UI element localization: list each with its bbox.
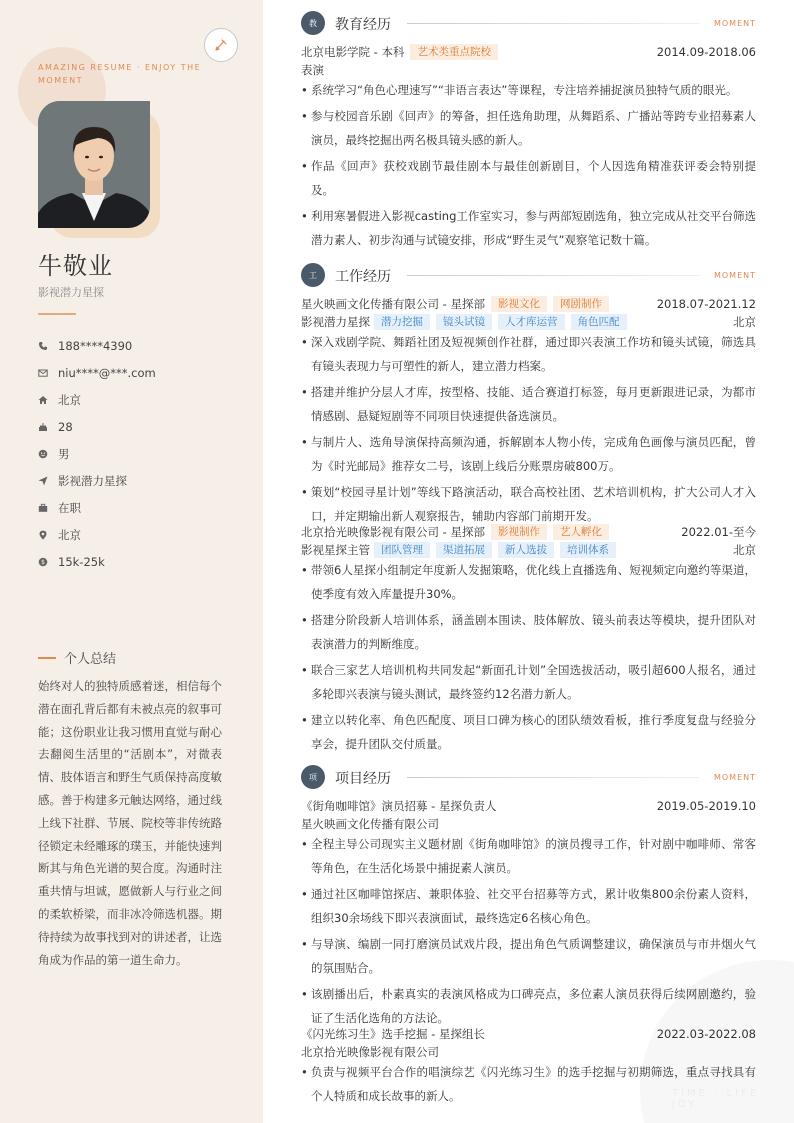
list-item: • 系统学习“角色心理速写”“非语言表达”等课程，专注培养捕捉演员独特气质的眼光。	[301, 78, 756, 102]
watermark: TIME · LIFE · JOY	[672, 1088, 772, 1110]
project-bullets	[301, 1060, 756, 1110]
avatar	[38, 101, 150, 228]
project-row	[301, 1025, 756, 1043]
face-icon	[38, 449, 58, 459]
project-row	[301, 797, 756, 815]
pen-icon	[204, 28, 238, 62]
school-tag: 艺术类重点院校	[410, 44, 498, 60]
summary-text: 始终对人的独特质感着迷，相信每个潜在面孔背后都有未被点亮的叙事可能；这份职业让我习惯用直觉与耐心去翻阅生活里的“活剧本”，对微表情、肢体语言和野生气质保持高度敏感。善于构建多元触达网络，通过线上线下社群、节展、院校等非传统路径锁定未经雕琢的璞玉，并能快速判断其与角色光谱的契合度。沟通时注重共情与坦诚，愿做新人与行业之间的柔软桥梁，而非冰冷筛选机器。期待持续为故事找到对的讲述者，让选角成为作品的第一道生命力。	[38, 679, 222, 967]
moment-label: MOMENT	[713, 271, 756, 280]
job-city: 北京	[733, 543, 756, 557]
section-projects-header	[301, 765, 756, 789]
list-item: • 全程主导公司现实主义题材剧《街角咖啡馆》的演员搜寻工作，针对剧中咖啡师、常客等角色，在生活化场景中捕捉素人演员。	[301, 832, 756, 880]
project-name: 《闪光练习生》选手挖掘 - 星探组长	[301, 1027, 485, 1041]
contact-location	[38, 521, 156, 548]
moment-label: MOMENT	[713, 19, 756, 28]
briefcase-icon	[38, 503, 58, 513]
industry-tag: 网剧制作	[553, 296, 609, 312]
section-title: 项目经历	[335, 771, 391, 787]
list-item: • 通过社区咖啡馆探店、兼职体验、社交平台招募等方式，累计收集800余份素人资料，组织30余场线下即兴表演面试，最终选定6名核心角色。	[301, 882, 756, 930]
home-icon	[38, 395, 58, 405]
list-item: • 搭建分阶段新人培训体系，涵盖剧本围读、肢体解放、镜头前表达等模块，提升团队对表演潜力的判断维度。	[301, 608, 756, 656]
send-icon	[38, 476, 58, 486]
list-item: • 联合三家艺人培训机构共同发起“新面孔计划”全国选拔活动，吸引超600人报名，通过多轮即兴表演与镜头测试，最终签约12名潜力新人。	[301, 658, 756, 706]
skill-tag: 团队管理	[374, 542, 430, 558]
project-org-row	[301, 1043, 756, 1061]
divider	[38, 313, 76, 315]
contact-age	[38, 413, 156, 440]
phone-icon	[38, 341, 58, 351]
position: 影视潜力星探	[301, 315, 370, 329]
job-date: 2022.01-至今	[681, 525, 756, 539]
list-item: • 负责与视频平台合作的唱演综艺《闪光练习生》的选手挖掘与初期筛选，重点寻找具有个人特质和成长故事的新人。	[301, 1060, 756, 1108]
education-date: 2014.09-2018.06	[656, 45, 756, 59]
contact-status	[38, 494, 156, 521]
contact-target	[38, 467, 156, 494]
list-item: • 与制片人、选角导演保持高频沟通，拆解剧本人物小传，完成角色画像与演员匹配，曾为《时光邮局》推荐女二号，该剧上线后分账票房破800万。	[301, 430, 756, 478]
contact-list	[38, 332, 156, 575]
contact-email	[38, 359, 156, 386]
major: 表演	[301, 63, 324, 77]
contact-salary	[38, 548, 156, 575]
contact-text: 北京	[58, 527, 81, 542]
position: 影视星探主管	[301, 543, 370, 557]
project-name: 《街角咖啡馆》演员招募 - 星探负责人	[301, 799, 497, 813]
company-name: 星火映画文化传播有限公司 - 星探部	[301, 297, 485, 311]
summary-heading	[38, 648, 116, 667]
education-row	[301, 43, 756, 61]
industry-tag: 影视制作	[491, 524, 547, 540]
moment-label: MOMENT	[713, 773, 756, 782]
list-item: • 该剧播出后，朴素真实的表演风格成为口碑亮点，多位素人演员获得后续网剧邀约，验证了生活化选角的方法论。	[301, 982, 756, 1030]
list-item: • 带领6人星探小组制定年度新人发掘策略，优化线上直播选角、短视频定向邀约等渠道，使季度有效入库量提升30%。	[301, 558, 756, 606]
contact-text: 男	[58, 446, 70, 461]
section-badge: 工	[301, 263, 325, 287]
section-line	[407, 23, 700, 24]
education-major-row	[301, 61, 756, 79]
skill-tag: 培训体系	[560, 542, 616, 558]
skill-tag: 角色匹配	[571, 314, 627, 330]
contact-phone	[38, 332, 156, 359]
list-item: • 搭建并维护分层人才库，按型格、技能、适合赛道打标签，每月更新跟进记录，为都市情感剧、悬疑短剧等不同项目快速提供备选演员。	[301, 380, 756, 428]
job-row	[301, 295, 756, 313]
summary-title: 个人总结	[64, 652, 117, 667]
section-title: 工作经历	[335, 269, 391, 285]
list-item: • 建立以转化率、角色匹配度、项目口碑为核心的团队绩效看板，推行季度复盘与经验分享会，提升团队交付质量。	[301, 708, 756, 756]
school-name: 北京电影学院 - 本科	[301, 45, 405, 59]
company-name: 北京拾光映像影视有限公司 - 星探部	[301, 525, 485, 539]
person-role: 影视潜力星探	[38, 286, 104, 299]
svg-text:$: $	[41, 558, 45, 566]
slogan: AMAZING RESUME · ENJOY THE MOMENT	[38, 63, 202, 85]
project-org: 北京拾光映像影视有限公司	[301, 1045, 439, 1059]
list-item: • 利用寒暑假进入影视casting工作室实习，参与两部短剧选角，独立完成从社交平台筛选潜力素人、初步沟通与试镜安排，形成“野生灵气”观察笔记数十篇。	[301, 204, 756, 252]
project-org: 星火映画文化传播有限公司	[301, 817, 439, 831]
section-line	[407, 275, 700, 276]
contact-text: 在职	[58, 500, 81, 515]
job-position-row	[301, 313, 756, 331]
job-row	[301, 523, 756, 541]
list-item: • 策划“校园寻星计划”等线下路演活动，联合高校社团、艺术培训机构，扩大公司人才入口，并定期输出新人观察报告，辅助内容部门前期开发。	[301, 480, 756, 528]
list-item: • 与导演、编剧一同打磨演员试戏片段，提出角色气质调整建议，确保演员与市井烟火气的氛围贴合。	[301, 932, 756, 980]
industry-tag: 艺人孵化	[553, 524, 609, 540]
skill-tag: 渠道拓展	[436, 542, 492, 558]
contact-text: 188****4390	[58, 338, 133, 353]
project-date: 2022.03-2022.08	[656, 1027, 756, 1041]
project-org-row	[301, 815, 756, 833]
salary-icon	[38, 557, 58, 567]
contact-text: 28	[58, 419, 73, 434]
job-bullets	[301, 558, 756, 758]
section-title: 教育经历	[335, 17, 391, 33]
list-item: • 作品《回声》获校戏剧节最佳剧本与最佳创新剧目，个人因选角精准获评委会特别提及。	[301, 154, 756, 202]
project-date: 2019.05-2019.10	[656, 799, 756, 813]
skill-tag: 新人选拔	[498, 542, 554, 558]
education-bullets	[301, 78, 756, 254]
contact-text: 北京	[58, 392, 81, 407]
section-badge: 教	[301, 11, 325, 35]
list-item: • 参与校园音乐剧《回声》的筹备，担任选角助理，从舞蹈系、广播站等跨专业招募素人演员，最终挖掘出两名极具镜头感的新人。	[301, 104, 756, 152]
contact-text: 影视潜力星探	[58, 473, 127, 488]
cake-icon	[38, 422, 58, 432]
person-name: 牛敬业	[38, 252, 113, 280]
industry-tag: 影视文化	[491, 296, 547, 312]
contact-gender	[38, 440, 156, 467]
section-education-header	[301, 11, 756, 35]
job-date: 2018.07-2021.12	[656, 297, 756, 311]
contact-home	[38, 386, 156, 413]
section-badge: 项	[301, 765, 325, 789]
heading-dash	[38, 657, 56, 659]
list-item: • 深入戏剧学院、舞蹈社团及短视频创作社群，通过即兴表演工作坊和镜头试镜，筛选具有镜头表现力与可塑性的新人，建立潜力档案。	[301, 330, 756, 378]
contact-text: 15k-25k	[58, 554, 105, 569]
project-bullets	[301, 832, 756, 1032]
mail-icon	[38, 368, 58, 378]
location-icon	[38, 530, 58, 540]
skill-tag: 人才库运营	[498, 314, 565, 330]
section-line	[407, 777, 700, 778]
job-position-row	[301, 541, 756, 559]
contact-text: niu****@***.com	[58, 365, 156, 380]
job-bullets	[301, 330, 756, 530]
sidebar	[0, 0, 263, 1123]
skill-tag: 潜力挖掘	[374, 314, 430, 330]
job-city: 北京	[733, 315, 756, 329]
section-work-header	[301, 263, 756, 287]
skill-tag: 镜头试镜	[436, 314, 492, 330]
